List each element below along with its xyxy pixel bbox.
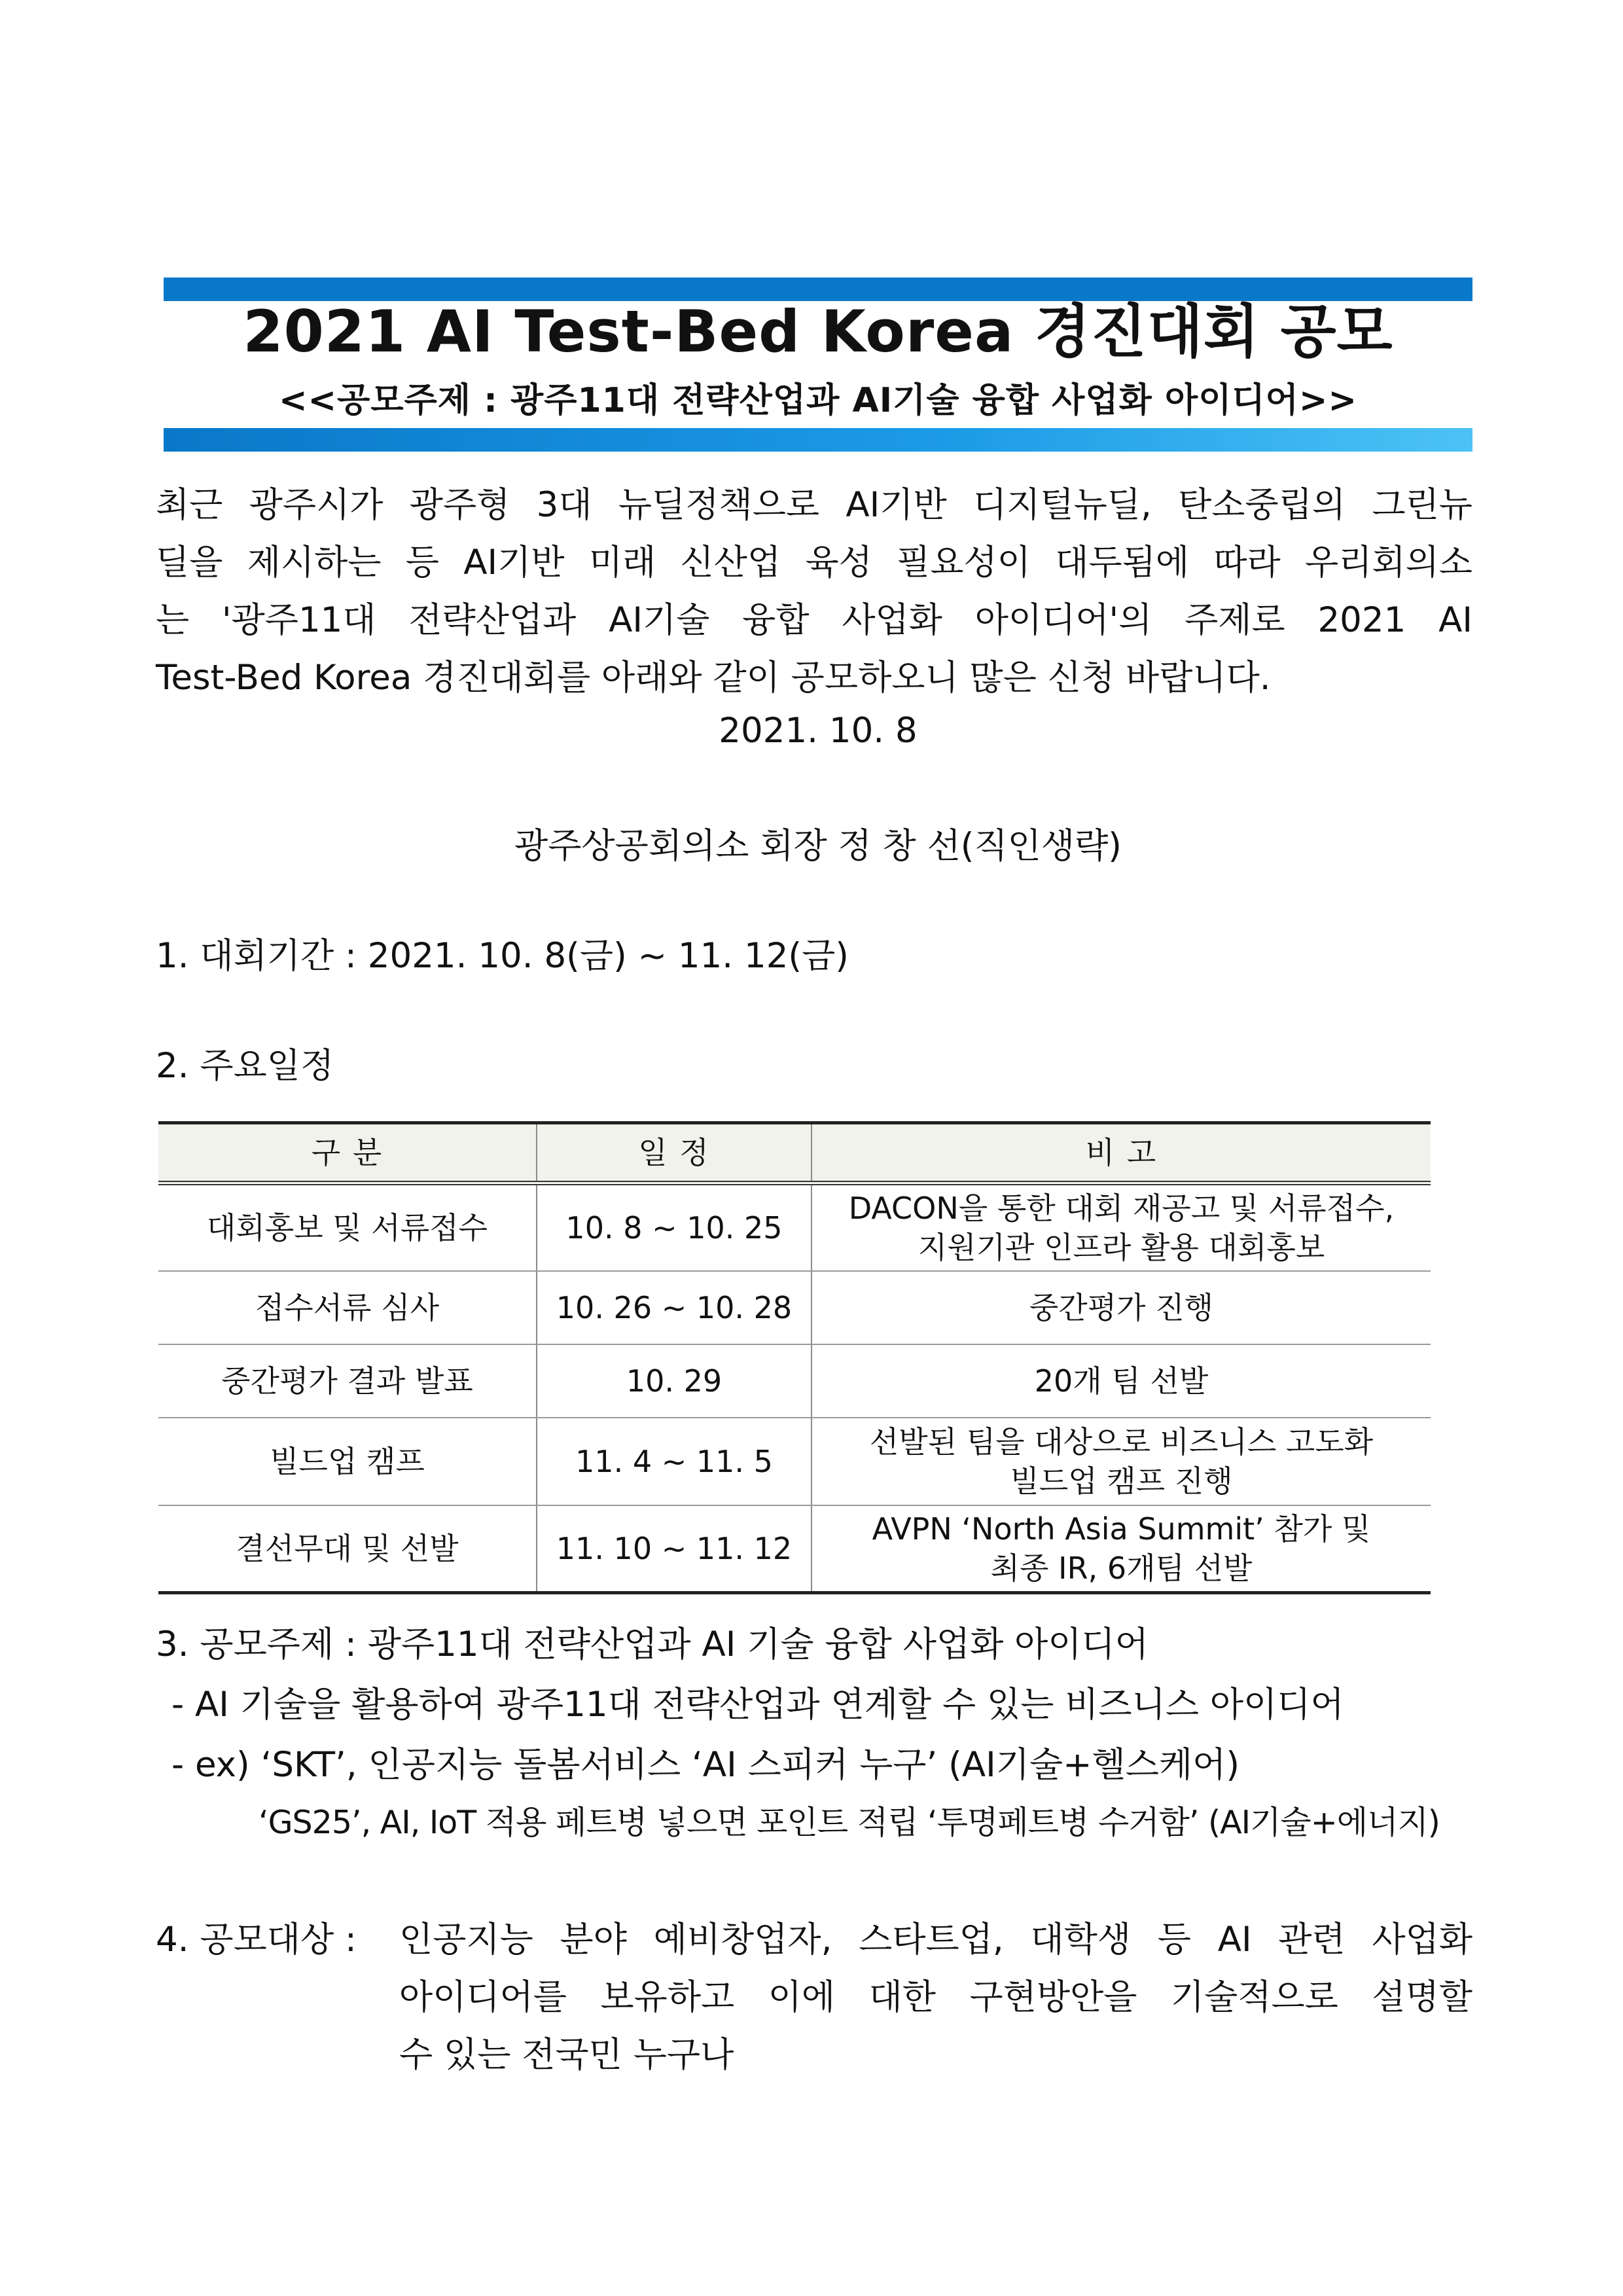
cell-notes: 중간평가 진행: [812, 1271, 1431, 1344]
title-bottom-bar: [164, 428, 1472, 452]
intro-line: Test-Bed Korea 경진대회를 아래와 같이 공모하오니 많은 신청 바랍니다.: [156, 658, 1271, 698]
table-row: [158, 1505, 1431, 1593]
cell-notes: 20개 팀 선발: [812, 1344, 1431, 1418]
table-row: [158, 1344, 1431, 1418]
note-line: AVPN ‘North Asia Summit’ 참가 및: [872, 1511, 1371, 1547]
note-line: 최종 IR, 6개팀 선발: [990, 1550, 1253, 1586]
cell-dates: 10. 8 ~ 10. 25: [537, 1183, 812, 1271]
table-header-row: [158, 1123, 1431, 1183]
table-row: [158, 1418, 1431, 1505]
note-line: 지원기관 인프라 활용 대회홍보: [918, 1229, 1325, 1265]
theme-item: - AI 기술을 활용하여 광주11대 전략산업과 연계할 수 있는 비즈니스 아이디어: [171, 1685, 1344, 1725]
schedule-heading: 2. 주요일정: [156, 1046, 334, 1086]
theme-example: - ex) ‘SKT’, 인공지능 돌봄서비스 ‘AI 스피커 누구’ (AI기술+헬스케어): [171, 1745, 1240, 1785]
cell-dates: 10. 29: [537, 1344, 812, 1418]
schedule-table: [158, 1121, 1431, 1594]
signature: 광주상공회의소 회장 정 창 선(직인생략): [514, 826, 1122, 866]
cell-dates: 11. 4 ~ 11. 5: [537, 1418, 812, 1505]
table-row: [158, 1271, 1431, 1344]
note-line: 선발된 팀을 대상으로 비즈니스 고도화: [869, 1424, 1374, 1460]
target-label: 4. 공모대상 :: [156, 1920, 357, 1960]
column-header-category: 구 분: [158, 1123, 537, 1183]
intro-line: 딜을 제시하는 등 AI기반 미래 신산업 육성 필요성이 대두됨에 따라 우리회의소: [156, 543, 1472, 583]
intro-line: 는 '광주11대 전략산업과 AI기술 융합 사업화 아이디어'의 주제로 2021 AI: [156, 600, 1472, 640]
target-line: 인공지능 분야 예비창업자, 스타트업, 대학생 등 AI 관련 사업화: [399, 1920, 1472, 1960]
target-body: [399, 1911, 1472, 2084]
table-row: [158, 1183, 1431, 1271]
intro-paragraph: [156, 476, 1472, 707]
cell-notes: [812, 1183, 1431, 1271]
column-header-dates: 일 정: [537, 1123, 812, 1183]
cell-category: 중간평가 결과 발표: [158, 1344, 537, 1418]
cell-notes: [812, 1418, 1431, 1505]
target-line: 수 있는 전국민 누구나: [399, 2035, 734, 2075]
cell-category: 결선무대 및 선발: [158, 1505, 537, 1593]
intro-line: 최근 광주시가 광주형 3대 뉴딜정책으로 AI기반 디지털뉴딜, 탄소중립의 그린뉴: [156, 485, 1472, 525]
note-line: 빌드업 캠프 진행: [1010, 1463, 1233, 1499]
target-line: 아이디어를 보유하고 이에 대한 구현방안을 기술적으로 설명할: [399, 1977, 1472, 2017]
cell-category: 빌드업 캠프: [158, 1418, 537, 1505]
document-subtitle: <<공모주제 : 광주11대 전략산업과 AI기술 융합 사업화 아이디어>>: [278, 381, 1358, 420]
cell-dates: 10. 26 ~ 10. 28: [537, 1271, 812, 1344]
document-title: 2021 AI Test-Bed Korea 경진대회 공모: [243, 298, 1393, 365]
cell-notes: [812, 1505, 1431, 1593]
theme-example-2: ‘GS25’, AI, IoT 적용 페트병 넣으면 포인트 적립 ‘투명페트병 수거함’ (AI기술+에너지): [259, 1804, 1440, 1841]
column-header-notes: 비 고: [812, 1123, 1431, 1183]
note-line: DACON을 통한 대회 재공고 및 서류접수,: [848, 1190, 1395, 1226]
cell-category: 접수서류 심사: [158, 1271, 537, 1344]
theme-heading: 3. 공모주제 : 광주11대 전략산업과 AI 기술 융합 사업화 아이디어: [156, 1624, 1149, 1664]
cell-dates: 11. 10 ~ 11. 12: [537, 1505, 812, 1593]
cell-category: 대회홍보 및 서류접수: [158, 1183, 537, 1271]
contest-period: 1. 대회기간 : 2021. 10. 8(금) ~ 11. 12(금): [156, 936, 849, 976]
announcement-date: 2021. 10. 8: [719, 711, 918, 751]
